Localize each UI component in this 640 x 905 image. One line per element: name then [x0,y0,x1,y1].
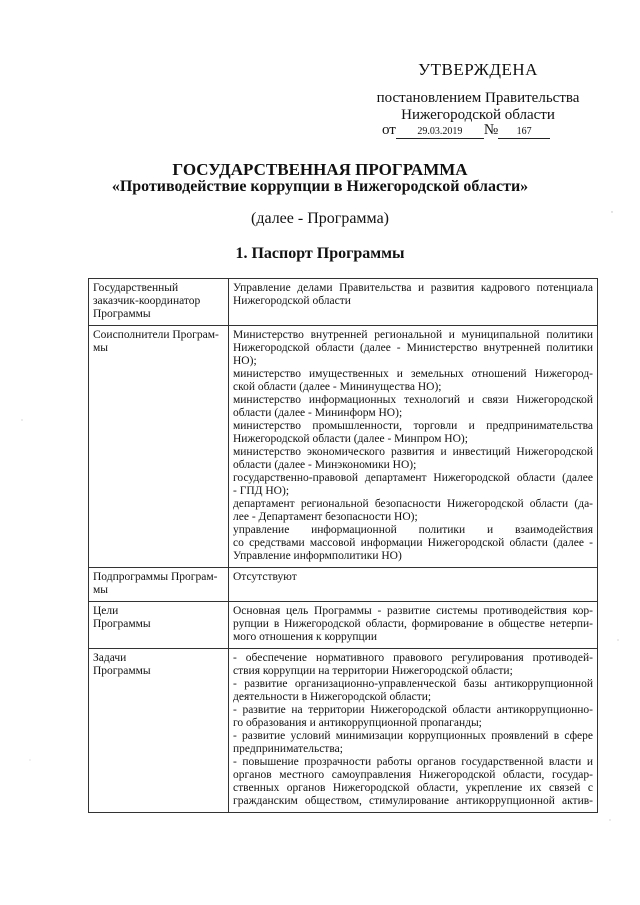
passport-row-value [229,568,598,602]
passport-row [89,568,598,602]
passport-row [89,326,598,568]
label-line: Государственный [93,282,179,294]
value-line: - развитие на территории Нижегородской области антикоррупционно- [233,704,593,716]
value-line: НО); [233,355,257,367]
value-line: министерство информационных технологий и связи Нижегородской [233,394,593,406]
passport-row-label [89,568,229,602]
approval-date: 29.03.2019 [396,126,484,139]
label-line: Программы [93,618,151,630]
approval-number: 167 [498,126,550,139]
approval-title: УТВЕРЖДЕНА [418,60,538,79]
value-line: - повышение прозрачности работы органов государственной власти и [233,756,593,768]
approval-line-1: постановлением Правительства [376,90,580,106]
section-heading: 1. Паспорт Программы [235,245,405,262]
from-label: от [382,122,396,138]
passport-row [89,602,598,649]
value-line: ствия коррупции на территории Нижегородской области; [233,665,513,677]
value-line: области (далее - Мининформ НО); [233,407,403,419]
label-line: Задачи [93,652,127,664]
value-line: со средствами массовой информации Нижегородской области (далее - [233,537,593,549]
approval-date-line [382,122,582,139]
value-line: - развитие условий минимизации коррупционных проявлений в сфере [233,730,593,742]
value-line: деятельности в Нижегородской области; [233,691,432,703]
passport-row-label [89,279,229,326]
approval-line-2: Нижегородской области [401,107,555,123]
value-line: - развитие организационно-управленческой базы антикоррупционной [233,678,593,690]
label-line: заказчик-координатор [93,295,201,307]
value-line: министерство экономического развития и инвестиций Нижегородской [233,446,593,458]
passport-row-label [89,326,229,568]
value-line: Нижегородской области (далее - Минпром НО); [233,433,468,445]
program-title: ГОСУДАРСТВЕННАЯ ПРОГРАММА [172,160,468,179]
value-line: Управление делами Правительства и развития кадрового потенциала [233,282,593,294]
passport-row-value [229,649,598,813]
value-line: государственно-правовой департамент Нижегородской области (далее [233,472,593,484]
value-line: министерство имущественных и земельных отношений Нижегород- [233,368,593,380]
program-subtitle: «Противодействие коррупции в Нижегородской области» [111,178,529,195]
value-line: органов местного самоуправления Нижегородской области, государ- [233,769,593,781]
passport-table [88,278,598,813]
value-line: ской области (далее - Мининущества НО); [233,381,442,393]
value-line: предпринимательства; [233,743,343,755]
program-short-name: (далее - Программа) [250,210,389,227]
value-line: лее - Департамент безопасности НО); [233,511,418,523]
value-line: Основная цель Программы - развитие системы противодействия кор- [233,605,593,617]
value-line: департамент региональной безопасности Нижегородской области (да- [233,498,593,510]
label-line: Программы [93,665,151,677]
value-line: - обеспечение нормативного правового регулирования противодей- [233,652,593,664]
number-label: № [483,122,499,138]
value-line: гражданским обществом, стимулирование антикоррупционной актив- [233,795,593,807]
label-line: Подпрограммы Програм- [93,571,218,583]
label-line: мы [93,342,109,354]
value-line: ственных органов Нижегородской области, укрепление их связей с [233,782,593,794]
approval-block [368,60,588,138]
passport-row [89,649,598,813]
passport-row [89,279,598,326]
value-line: министерство промышленности, торговли и предпринимательства [233,420,593,432]
passport-row-value [229,602,598,649]
value-line: Нижегородской области (далее - Министерство внутренней политики [233,342,593,354]
label-line: Соисполнители Програм- [93,329,219,341]
value-line: рупции в Нижегородской области, формирование в обществе нетерпи- [233,618,593,630]
value-line: области (далее - Минэкономики НО); [233,459,417,471]
label-line: мы [93,584,109,596]
value-line: управление информационной политики и взаимодействия [233,524,593,536]
value-line: Отсутствуют [233,571,297,583]
value-line: го образования и антикоррупционной пропаганды; [233,717,482,729]
label-line: Цели [93,605,119,617]
value-line: Нижегородской области [233,295,351,307]
value-line: Управление информполитики НО) [233,550,402,562]
value-line: Министерство внутренней региональной и муниципальной политики [233,329,593,341]
passport-row-value [229,326,598,568]
label-line: Программы [93,308,151,320]
passport-row-label [89,649,229,813]
value-line: мого отношения к коррупции [233,631,377,643]
passport-row-label [89,602,229,649]
value-line: - ГПД НО); [233,485,290,497]
passport-row-value [229,279,598,326]
